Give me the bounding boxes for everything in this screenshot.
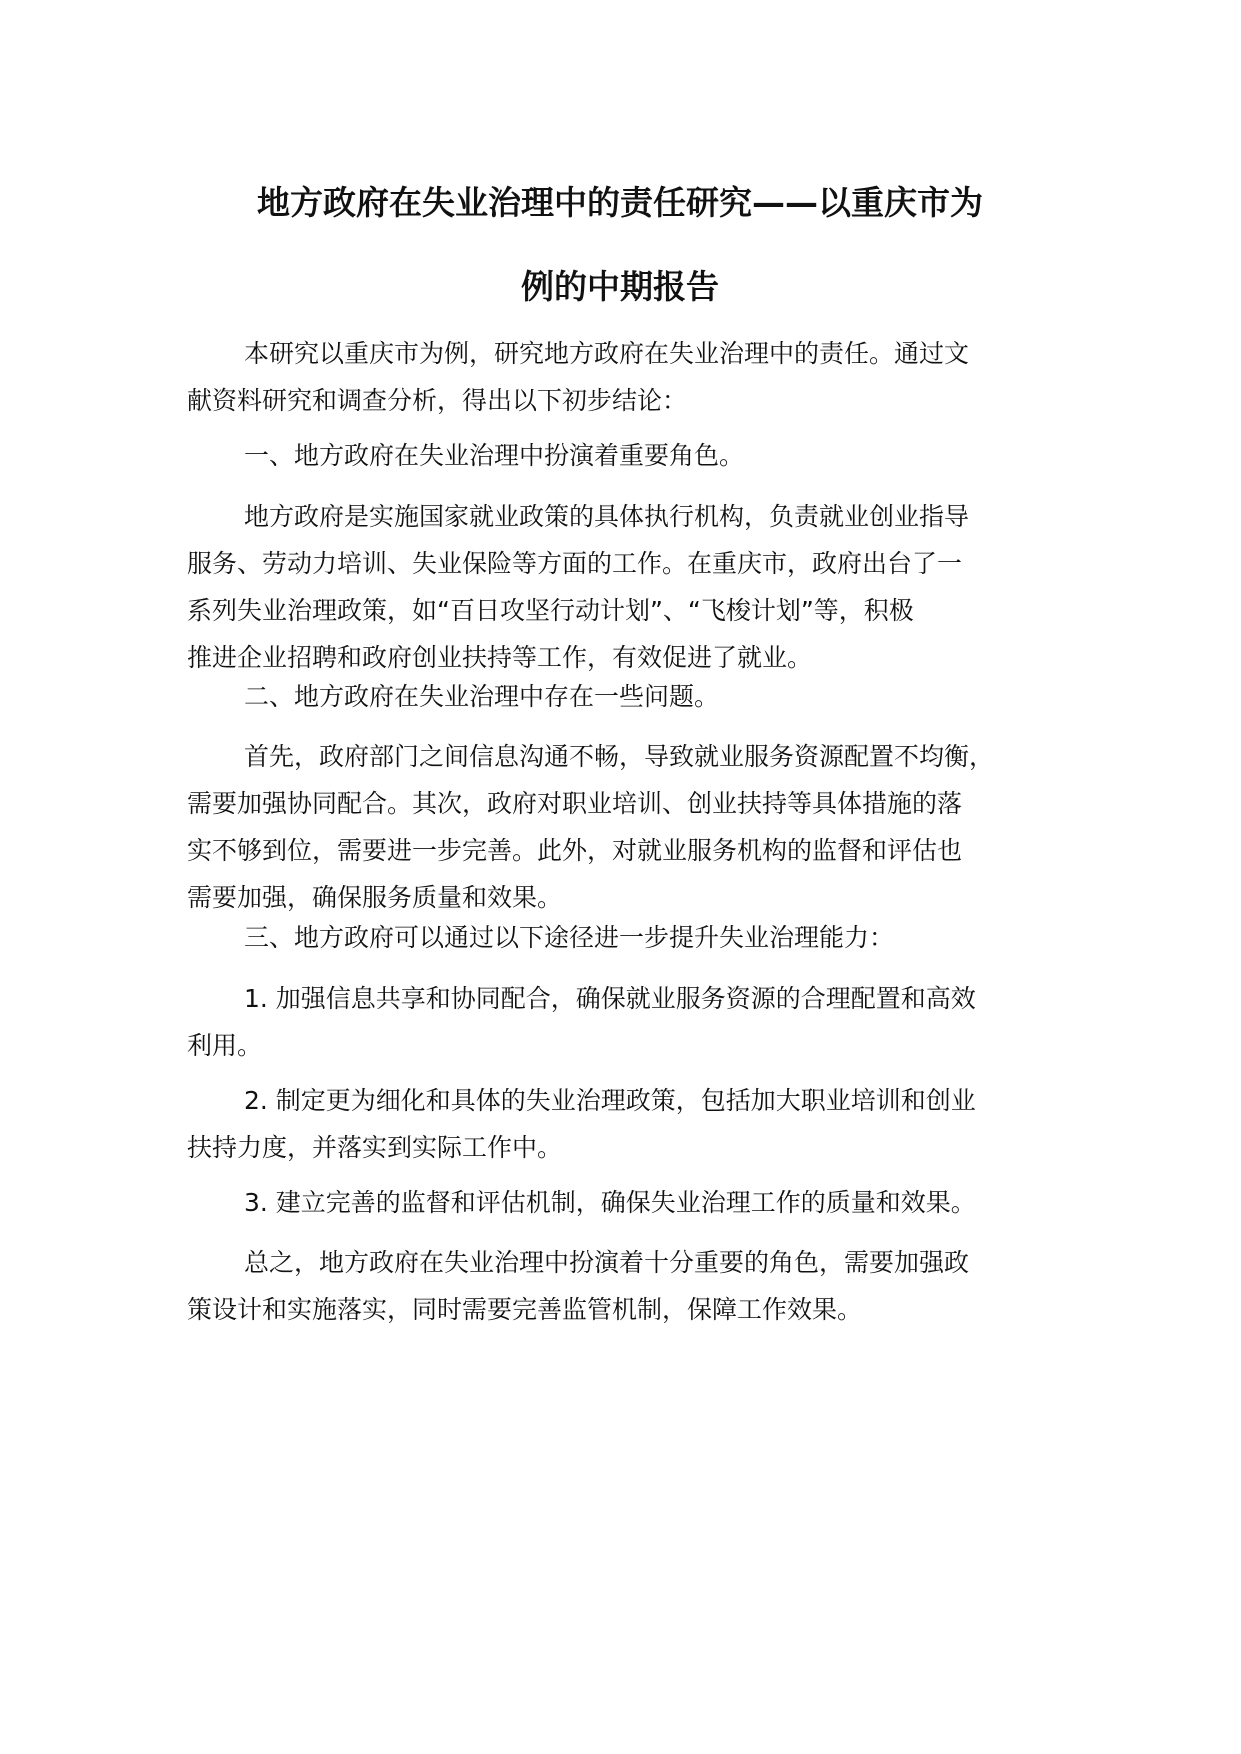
paragraph-line: 系列失业治理政策，如“百日攻坚行动计划”、“飞梭计划”等，积极 (187, 596, 914, 625)
paragraph-line: 地方政府是实施国家就业政策的具体执行机构，负责就业创业指导 (244, 502, 970, 531)
list-item-2 (187, 1077, 1077, 1171)
paragraph-line: 首先，政府部门之间信息沟通不畅，导致就业服务资源配置不均衡， (244, 742, 995, 771)
list-item-1 (187, 975, 1077, 1069)
paragraph-line: 3. 建立完善的监督和评估机制，确保失业治理工作的质量和效果。 (244, 1188, 976, 1217)
paragraph-section-2-body (187, 733, 1077, 921)
paragraph-line: 2. 制定更为细化和具体的失业治理政策，包括加大职业培训和创业 (244, 1086, 976, 1115)
paragraph-section-1-body (187, 493, 1077, 681)
paragraph-line: 需要加强协同配合。其次，政府对职业培训、创业扶持等具体措施的落 (187, 789, 963, 818)
list-item-3 (187, 1179, 1077, 1226)
paragraph-conclusion (187, 1239, 1077, 1333)
paragraph-intro (187, 330, 1077, 424)
paragraph-line: 需要加强，确保服务质量和效果。 (187, 883, 563, 912)
paragraph-line: 总之，地方政府在失业治理中扮演着十分重要的角色，需要加强政 (244, 1248, 970, 1277)
paragraph-line: 利用。 (187, 1031, 263, 1060)
paragraph-line: 献资料研究和调查分析，得出以下初步结论： (187, 386, 688, 415)
paragraph-line: 实不够到位，需要进一步完善。此外，对就业服务机构的监督和评估也 (187, 836, 963, 865)
section-heading-1 (187, 432, 1077, 479)
paragraph-line: 扶持力度，并落实到实际工作中。 (187, 1133, 563, 1162)
paragraph-line: 推进企业招聘和政府创业扶持等工作，有效促进了就业。 (187, 643, 813, 672)
paragraph-line: 本研究以重庆市为例，研究地方政府在失业治理中的责任。通过文 (244, 339, 970, 368)
document-title-line-2: 例的中期报告 (521, 267, 719, 306)
paragraph-line: 1. 加强信息共享和协同配合，确保就业服务资源的合理配置和高效 (244, 984, 976, 1013)
paragraph-line: 服务、劳动力培训、失业保险等方面的工作。在重庆市，政府出台了一 (187, 549, 963, 578)
paragraph-line: 一、地方政府在失业治理中扮演着重要角色。 (244, 441, 745, 470)
document-title-line-1: 地方政府在失业治理中的责任研究——以重庆市为 (257, 183, 983, 222)
paragraph-line: 策设计和实施落实，同时需要完善监管机制，保障工作效果。 (187, 1295, 863, 1324)
paragraph-line: 二、地方政府在失业治理中存在一些问题。 (244, 682, 720, 711)
section-heading-2 (187, 673, 1077, 720)
section-heading-3 (187, 914, 1077, 961)
paragraph-line: 三、地方政府可以通过以下途径进一步提升失业治理能力： (244, 923, 895, 952)
